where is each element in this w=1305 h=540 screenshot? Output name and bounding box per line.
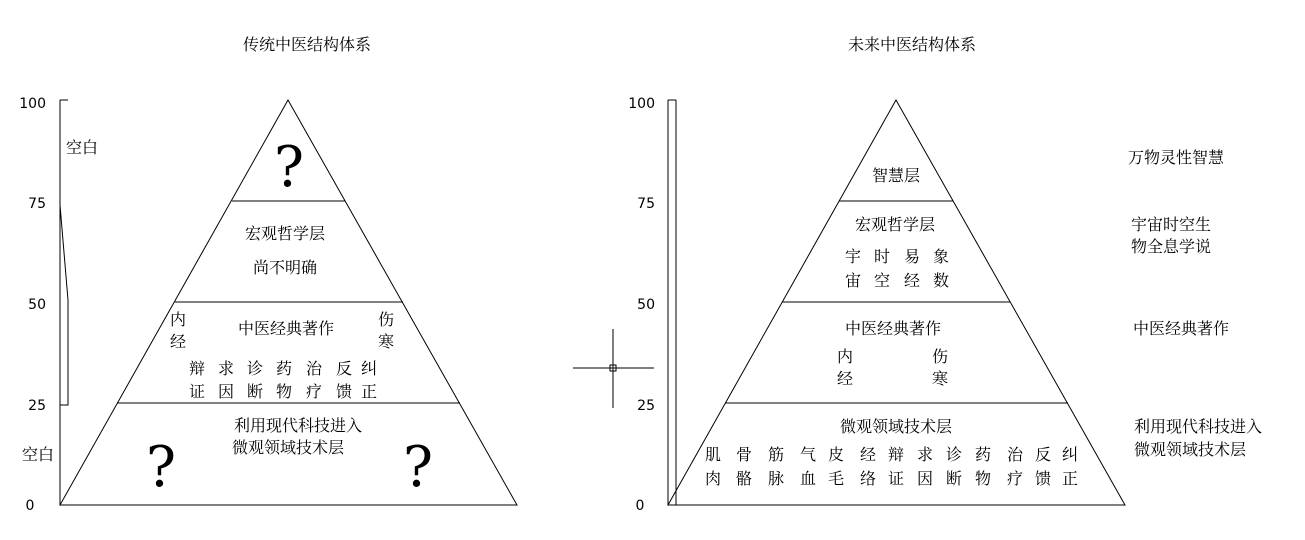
- left-tick-75: 75: [28, 196, 46, 212]
- left-classics-neijing-1: 内: [169, 310, 187, 329]
- left-classics-shanghan-1: 伤: [377, 310, 395, 329]
- left-classics-char-1-0: 求: [217, 359, 235, 378]
- right-tech-char-6-1: 证: [887, 469, 905, 488]
- right-side-label-philosophy-2: 物全息学说: [1131, 237, 1212, 256]
- right-classics-shanghan-1: 伤: [931, 347, 949, 366]
- right-tech-char-1-1: 骼: [735, 469, 753, 488]
- right-tech-char-2-1: 脉: [767, 469, 785, 488]
- left-top-question-mark: ?: [273, 135, 305, 200]
- left-tick-25: 25: [28, 398, 46, 414]
- right-philosophy-char-2-0: 易: [903, 247, 921, 266]
- right-tech-char-columns: [705, 445, 1078, 488]
- right-tech-char-11-0: 反: [1034, 445, 1052, 464]
- left-classics-char-4-0: 治: [305, 359, 323, 378]
- right-tech-char-4-0: 皮: [827, 445, 845, 464]
- right-tech-char-8-1: 断: [945, 469, 963, 488]
- left-classics-char-2-0: 诊: [246, 359, 264, 378]
- future-tcm-diagram: [628, 35, 1262, 514]
- right-tech-title: 微观领域技术层: [839, 417, 953, 436]
- left-title: 传统中医结构体系: [242, 35, 372, 54]
- left-tick-100: 100: [19, 96, 46, 112]
- right-tech-char-2-0: 筋: [767, 445, 785, 464]
- right-tech-char-6-0: 辩: [887, 445, 905, 464]
- right-classics-shanghan-2: 寒: [931, 369, 949, 388]
- right-tick-0: 0: [635, 498, 645, 514]
- left-classics-char-5-0: 反: [335, 359, 353, 378]
- right-tick-25: 25: [637, 398, 655, 414]
- right-tick-100: 100: [628, 96, 655, 112]
- left-side-label-bottom: 空白: [22, 445, 55, 464]
- left-classics-char-6-1: 正: [360, 382, 378, 401]
- left-classics-char-0-1: 证: [188, 382, 206, 401]
- left-classics-char-2-1: 断: [246, 382, 264, 401]
- right-philosophy-char-1-0: 时: [873, 247, 891, 266]
- right-philosophy-char-2-1: 经: [903, 271, 921, 290]
- right-wisdom-title: 智慧层: [871, 166, 921, 185]
- right-tech-char-0-0: 肌: [704, 445, 722, 464]
- left-classics-char-0-0: 辩: [188, 359, 206, 378]
- right-philosophy-char-0-0: 宇: [844, 247, 862, 266]
- left-classics-char-4-1: 疗: [305, 382, 323, 401]
- left-classics-char-5-1: 馈: [335, 382, 353, 401]
- right-classics-neijing-1: 内: [836, 347, 854, 366]
- right-philosophy-char-1-1: 空: [873, 271, 891, 290]
- right-tech-char-5-1: 络: [859, 469, 877, 488]
- right-classics-neijing-2: 经: [836, 369, 854, 388]
- left-classics-char-3-1: 物: [275, 382, 293, 401]
- right-tech-char-3-0: 气: [799, 445, 817, 464]
- right-tech-char-9-1: 物: [974, 469, 992, 488]
- right-philosophy-char-columns: [845, 247, 949, 290]
- traditional-tcm-diagram: [19, 35, 517, 514]
- right-tech-char-7-1: 因: [916, 469, 934, 488]
- left-classics-neijing-2: 经: [169, 332, 187, 351]
- right-side-label-wisdom: 万物灵性智慧: [1128, 148, 1225, 167]
- left-classics-char-1-1: 因: [217, 382, 235, 401]
- right-tech-char-1-0: 骨: [735, 445, 753, 464]
- left-classics-shanghan-2: 寒: [377, 332, 395, 351]
- right-side-label-philosophy-1: 宇宙时空生: [1131, 215, 1212, 234]
- right-tick-75: 75: [637, 196, 655, 212]
- left-bottom-question-mark-1: ?: [145, 435, 177, 500]
- right-side-label-tech-1: 利用现代科技进入: [1134, 417, 1263, 436]
- right-tech-char-0-1: 肉: [704, 469, 722, 488]
- right-philosophy-char-3-0: 象: [932, 247, 950, 266]
- right-tech-char-10-1: 疗: [1006, 469, 1024, 488]
- right-philosophy-char-3-1: 数: [932, 271, 950, 290]
- left-tech-line-1: 利用现代科技进入: [233, 416, 363, 435]
- right-philosophy-title: 宏观哲学层: [854, 215, 936, 234]
- right-philosophy-char-0-1: 宙: [844, 271, 862, 290]
- left-tech-line-2: 微观领域技术层: [231, 438, 345, 457]
- right-side-label-tech-2: 微观领域技术层: [1134, 440, 1247, 459]
- left-side-label-top: 空白: [66, 138, 99, 157]
- right-tech-char-11-1: 馈: [1034, 469, 1052, 488]
- right-tech-char-12-1: 正: [1061, 469, 1079, 488]
- left-classics-char-6-0: 纠: [360, 359, 378, 378]
- right-title: 未来中医结构体系: [847, 35, 977, 54]
- right-tech-char-8-0: 诊: [945, 445, 963, 464]
- right-side-label-classics: 中医经典著作: [1133, 319, 1230, 338]
- right-tech-char-7-0: 求: [916, 445, 934, 464]
- right-tech-char-4-1: 毛: [827, 469, 845, 488]
- left-classics-title: 中医经典著作: [237, 319, 335, 338]
- left-classics-char-columns: [189, 359, 377, 401]
- right-classics-title: 中医经典著作: [844, 319, 942, 338]
- right-tech-char-3-1: 血: [799, 469, 817, 488]
- right-tech-char-9-0: 药: [974, 445, 992, 464]
- left-classics-char-3-0: 药: [275, 359, 293, 378]
- left-philosophy-title: 宏观哲学层: [244, 224, 326, 243]
- right-tick-50: 50: [637, 297, 655, 313]
- left-bottom-question-mark-2: ?: [402, 435, 434, 500]
- right-tech-char-10-0: 治: [1006, 445, 1024, 464]
- left-tick-0: 0: [25, 498, 35, 514]
- left-axis-bracket: [60, 205, 68, 405]
- left-tick-50: 50: [28, 297, 46, 313]
- left-philosophy-subtitle: 尚不明确: [252, 258, 318, 277]
- right-tech-char-5-0: 经: [859, 445, 877, 464]
- crosshair-cursor-icon: [573, 329, 654, 408]
- right-tech-char-12-0: 纠: [1061, 445, 1079, 464]
